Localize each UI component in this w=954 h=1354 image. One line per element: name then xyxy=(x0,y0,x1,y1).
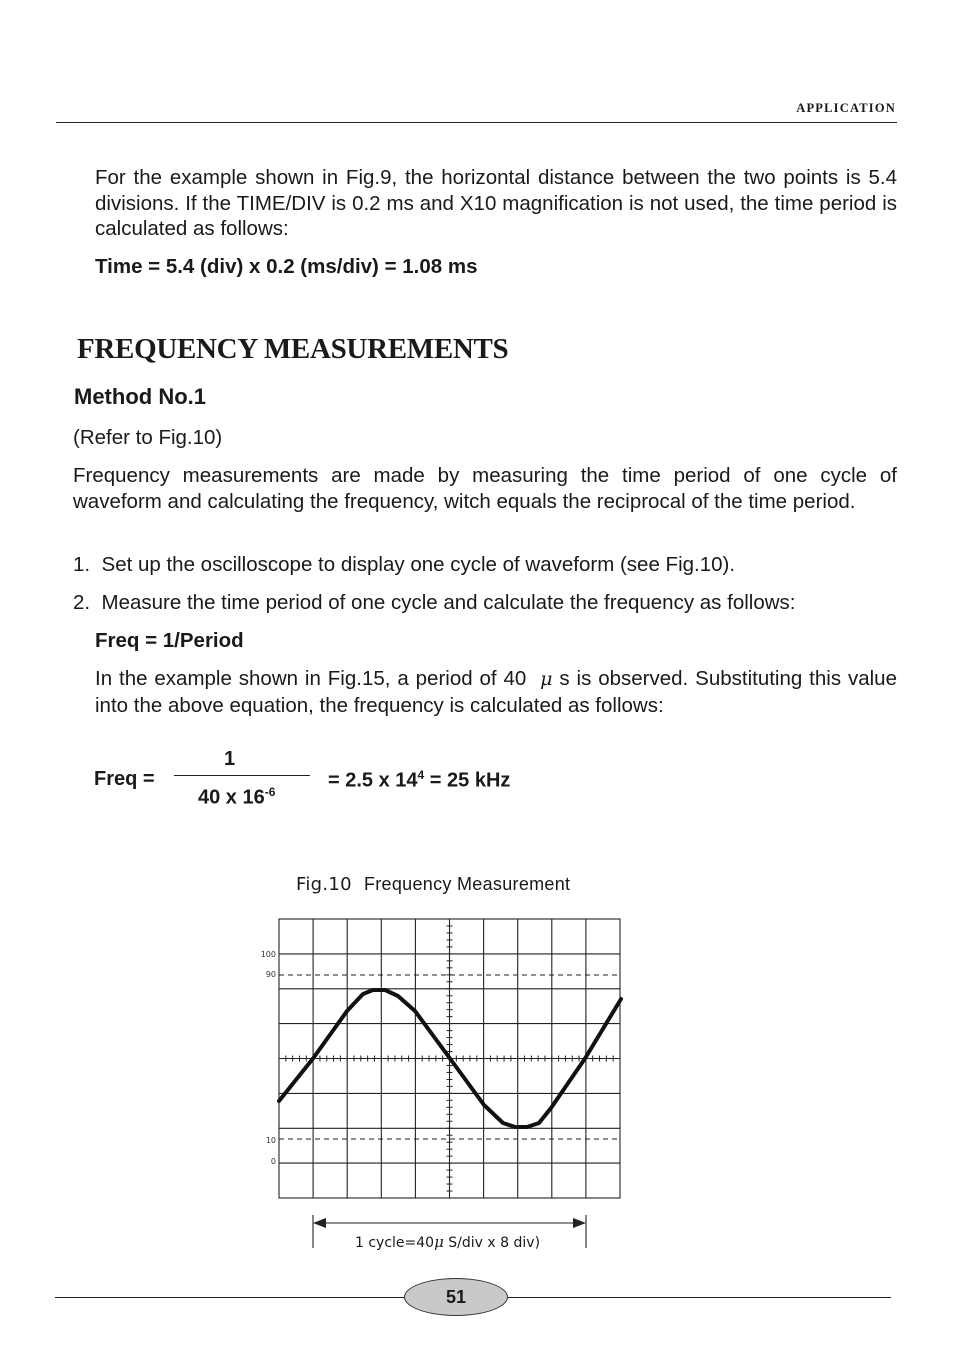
header-rule xyxy=(56,122,897,123)
scale-label-10: 10 xyxy=(265,1136,276,1145)
intro-paragraph: For the example shown in Fig.9, the horizontal distance between the two points is 5.4 divisions. If the TIME/DIV is 0.2 ms and X10 magnification is not used, the time period is calculated as follows: xyxy=(95,166,897,240)
fraction-bar xyxy=(174,775,310,776)
page-number-badge xyxy=(404,1278,508,1316)
example-text-a: In the example shown in Fig.15, a period of 40 xyxy=(95,667,527,690)
figure-caption xyxy=(296,874,570,895)
list-item xyxy=(73,552,897,578)
cycle-label-prefix: 1 cycle=40 xyxy=(355,1235,435,1251)
result-mantissa: = 2.5 x 14 xyxy=(328,769,418,792)
example-text-b: s is observed. Substituting this value into the above equation, the frequency is calculated as follows: xyxy=(95,667,897,717)
cycle-label-suffix: S/div x 8 div) xyxy=(448,1235,541,1251)
result-value: = 25 kHz xyxy=(429,769,511,792)
arrow-right-icon xyxy=(573,1218,586,1228)
figure-number: Fig.10 xyxy=(296,874,352,895)
method-title: Method No.1 xyxy=(74,384,206,409)
scale-label-0: 0 xyxy=(270,1157,276,1166)
step-number: 1. xyxy=(73,553,91,576)
figure-title: Frequency Measurement xyxy=(363,874,571,894)
oscilloscope-graticule xyxy=(255,910,635,1255)
example-paragraph xyxy=(95,666,897,718)
freq-formula: Freq = 1/Period xyxy=(95,629,244,652)
scale-labels xyxy=(261,950,276,1166)
running-header: APPLICATION xyxy=(796,101,896,115)
page-number: 51 xyxy=(445,1286,467,1307)
equation-result xyxy=(328,768,510,793)
step-number: 2. xyxy=(73,591,91,614)
equation-lhs: Freq = xyxy=(94,768,155,790)
arrow-left-icon xyxy=(313,1218,326,1228)
result-exponent: 4 xyxy=(417,768,425,782)
cycle-mu-symbol: μ xyxy=(434,1233,444,1251)
list-item xyxy=(73,590,897,616)
step-text: Set up the oscilloscope to display one cycle of waveform (see Fig.10). xyxy=(101,553,736,576)
time-formula: Time = 5.4 (div) x 0.2 (ms/div) = 1.08 ms xyxy=(95,255,478,278)
refer-note: (Refer to Fig.10) xyxy=(73,426,223,449)
scale-label-90: 90 xyxy=(265,970,276,979)
step-text: Measure the time period of one cycle and calculate the frequency as follows: xyxy=(101,591,796,614)
denominator-base: 40 x 16 xyxy=(198,786,265,809)
cycle-label xyxy=(355,1233,540,1251)
section-title: FREQUENCY MEASUREMENTS xyxy=(77,333,509,365)
denominator-exponent: -6 xyxy=(264,785,276,799)
equation-numerator: 1 xyxy=(224,748,236,770)
section-paragraph: Frequency measurements are made by measuring the time period of one cycle of waveform and calculating the frequency, witch equals the reciprocal of the time period. xyxy=(73,464,897,513)
scale-label-100: 100 xyxy=(260,950,276,959)
mu-symbol: μ xyxy=(540,668,553,690)
equation-denominator xyxy=(198,785,275,810)
